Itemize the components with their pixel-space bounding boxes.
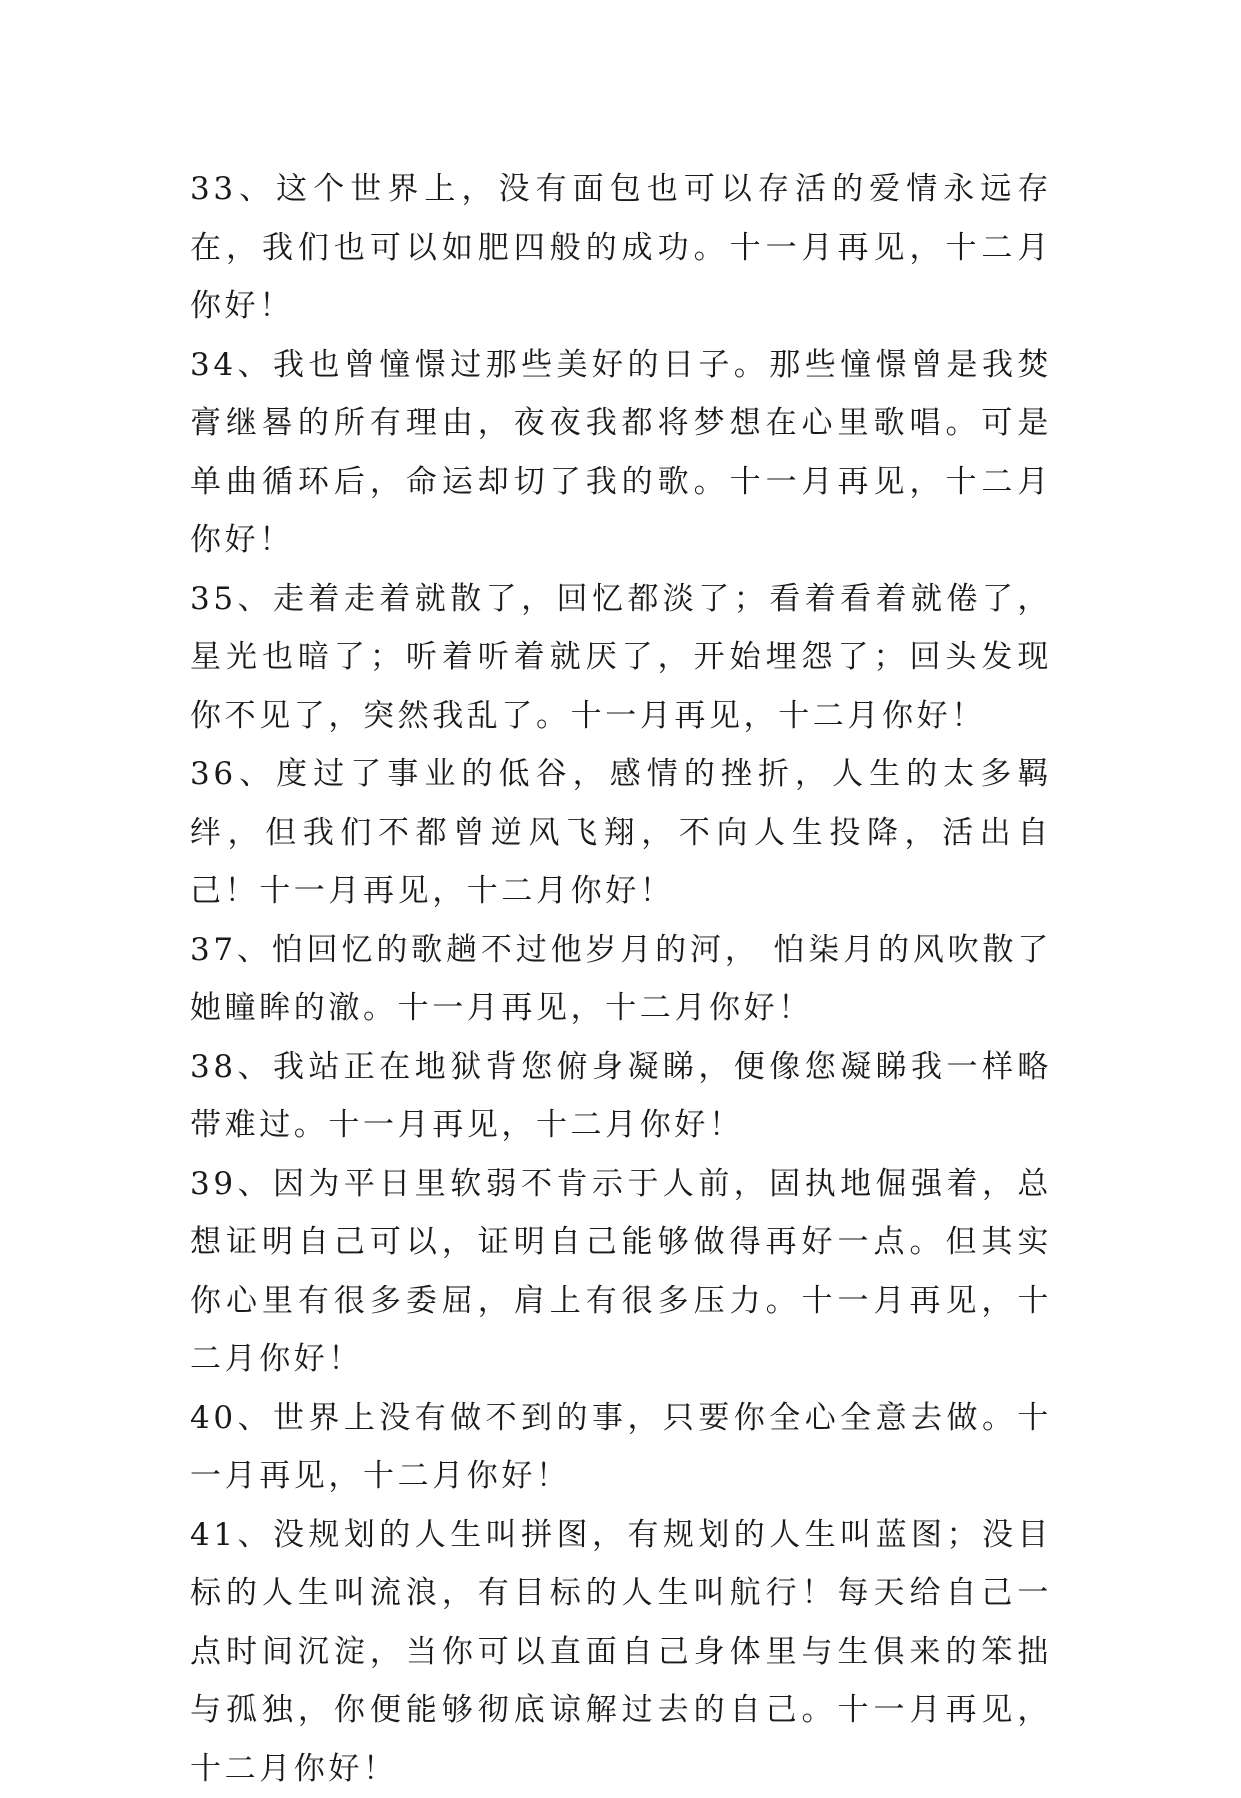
entry-36: 36、度过了事业的低谷，感情的挫折，人生的太多羁绊，但我们不都曾逆风飞翔，不向人生投降，活出自己！十一月再见，十二月你好！: [190, 745, 1052, 921]
entry-38: 38、我站正在地狱背您俯身凝睇，便像您凝睇我一样略带难过。十一月再见，十二月你好！: [190, 1038, 1052, 1155]
entry-33: 33、这个世界上，没有面包也可以存活的爱情永远存在，我们也可以如肥四般的成功。十一月再见，十二月你好！: [190, 160, 1052, 336]
entry-40: 40、世界上没有做不到的事，只要你全心全意去做。十一月再见，十二月你好！: [190, 1389, 1052, 1506]
entry-39: 39、因为平日里软弱不肯示于人前，固执地倔强着，总想证明自己可以，证明自己能够做得再好一点。但其实你心里有很多委屈，肩上有很多压力。十一月再见，十二月你好！: [190, 1155, 1052, 1389]
entry-41: 41、没规划的人生叫拼图，有规划的人生叫蓝图；没目标的人生叫流浪，有目标的人生叫航行！每天给自己一点时间沉淀，当你可以直面自己身体里与生俱来的笨拙与孤独，你便能够彻底谅解过去的自己。十一月再见，十二月你好！: [190, 1506, 1052, 1798]
entry-35: 35、走着走着就散了，回忆都淡了；看着看着就倦了，星光也暗了；听着听着就厌了，开始埋怨了；回头发现你不见了，突然我乱了。十一月再见，十二月你好！: [190, 570, 1052, 746]
entry-37: 37、怕回忆的歌趟不过他岁月的河， 怕柒月的风吹散了她瞳眸的澈。十一月再见，十二月你好！: [190, 921, 1052, 1038]
document-body: [190, 160, 1052, 1798]
entry-34: 34、我也曾憧憬过那些美好的日子。那些憧憬曾是我焚膏继晷的所有理由，夜夜我都将梦想在心里歌唱。可是单曲循环后，命运却切了我的歌。十一月再见，十二月你好！: [190, 336, 1052, 570]
